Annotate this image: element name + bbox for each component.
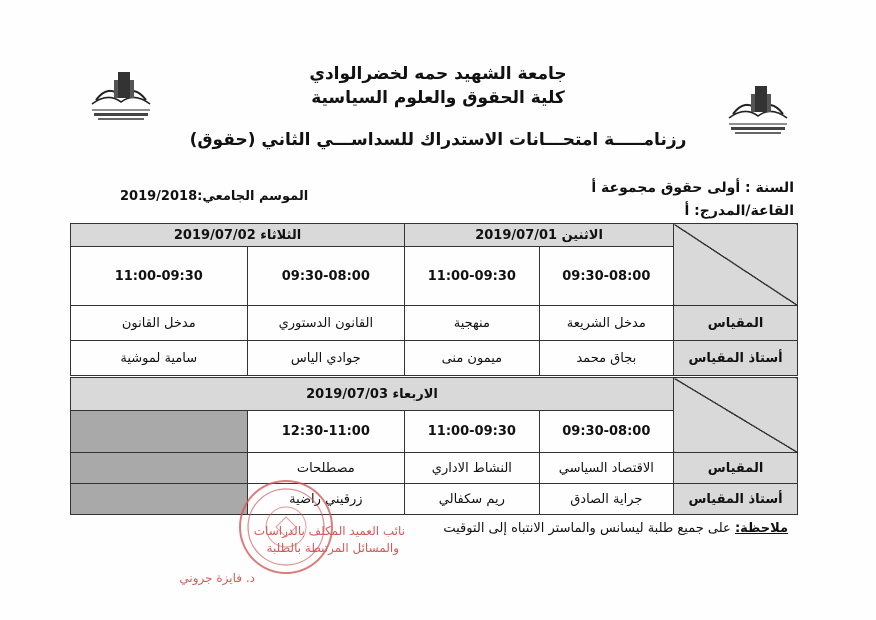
subject-cell: مصطلحات [247,453,405,484]
time-slot: 11:00-09:30 [405,247,539,306]
note-label: ملاحظة: [734,521,788,536]
note-text: على جميع طلبة ليسانس والماستر الانتباه إلى التوقيت [443,521,731,536]
day-header-monday: الاثنين 2019/07/01 [405,224,674,247]
day-header-wednesday: الاربعاء 2019/07/03 [71,378,674,411]
schedule-table-1 [70,223,798,376]
note [443,521,788,536]
teacher-cell: جوادي الياس [247,341,405,376]
row-label-teacher: أستاذ المقياس [674,484,798,515]
corner-cell [674,378,798,453]
subject-cell: مدخل الشريعة [539,306,673,341]
university-name: جامعة الشهيد حمه لخضرالوادي [309,64,567,84]
subject-cell: مدخل القانون [71,306,248,341]
table-row [71,484,798,515]
table-row [71,306,798,341]
table-row [71,224,798,247]
academic-season: الموسم الجامعي:2019/2018 [120,189,309,204]
document-title: رزنامـــــة امتحـــانات الاستدراك للسداســـي الثاني (حقوق) [189,130,687,150]
teacher-cell: سامية لموشية [71,341,248,376]
empty-slot [71,453,248,484]
row-label-subject: المقياس [674,306,798,341]
time-slot: 11:00-09:30 [71,247,248,306]
empty-slot [71,411,248,453]
row-label-subject: المقياس [674,453,798,484]
teacher-cell: زرقيني راضية [247,484,405,515]
signature-name: د. فايزة جروني [179,571,255,585]
time-slot: 12:30-11:00 [247,411,405,453]
table-row [71,341,798,376]
study-year: السنة : أولى حقوق مجموعة أ [591,180,794,196]
subject-cell: منهجية [405,306,539,341]
teacher-cell: ميمون منى [405,341,539,376]
table-row [71,453,798,484]
subject-cell: القانون الدستوري [247,306,405,341]
row-label-teacher: أستاذ المقياس [674,341,798,376]
teacher-cell: بجاق محمد [539,341,673,376]
corner-cell [674,224,798,306]
time-slot: 09:30-08:00 [539,411,673,453]
schedule-table-2 [70,377,798,515]
exam-hall: القاعة/المدرج: أ [684,203,794,219]
faculty-name: كلية الحقوق والعلوم السياسية [311,88,565,108]
signature-line-2: والمسائل المرتبطة بالطلبة [266,541,399,555]
time-slot: 09:30-08:00 [539,247,673,306]
subject-cell: النشاط الاداري [405,453,539,484]
subject-cell: الاقتصاد السياسي [539,453,673,484]
teacher-cell: جراية الصادق [539,484,673,515]
time-slot: 09:30-08:00 [247,247,405,306]
day-header-tuesday: الثلاثاء 2019/07/02 [71,224,405,247]
teacher-cell: ريم سكفالي [405,484,539,515]
signature-line-1: نائب العميد المكلف بالدراسات [253,524,405,538]
table-row [71,378,798,411]
empty-slot [71,484,248,515]
time-slot: 11:00-09:30 [405,411,539,453]
